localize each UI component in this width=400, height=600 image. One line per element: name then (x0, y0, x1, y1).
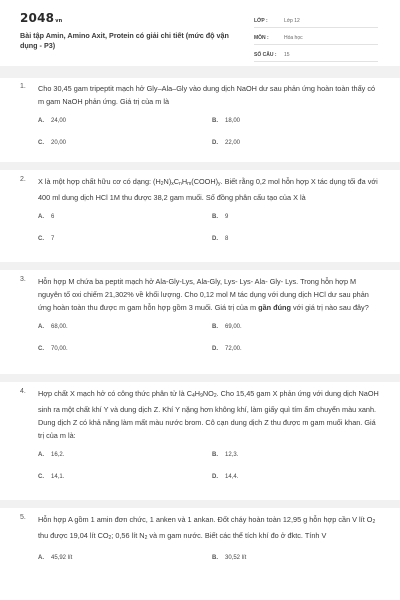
question-number: 1. (20, 83, 26, 90)
option-c[interactable]: C. 70,00. (38, 346, 68, 352)
option-d[interactable]: D. 22,00 (212, 140, 241, 146)
question-5 (0, 508, 400, 598)
option-b[interactable]: B. 30,52 lít (212, 555, 247, 561)
answer-options (38, 320, 380, 364)
document-meta (254, 14, 378, 65)
question-2 (0, 170, 400, 262)
answer-options (38, 448, 380, 492)
option-a[interactable]: A. 24,00 (38, 118, 67, 124)
option-b[interactable]: B. 12,3. (212, 452, 239, 458)
document-header (0, 0, 400, 66)
option-a[interactable]: A. 45,92 lít (38, 555, 73, 561)
emphasis-text: gần đúng (258, 303, 291, 312)
question-separator (0, 500, 400, 508)
document-title: Bài tập Amin, Amino Axit, Protein có giải chi tiết (mức độ vận dụng - P3) (20, 31, 229, 50)
question-3 (0, 270, 400, 374)
meta-class: LỚP : Lớp 12 (254, 14, 378, 28)
question-4 (0, 382, 400, 500)
option-d[interactable]: D. 14,4. (212, 474, 239, 480)
option-d[interactable]: D. 72,00. (212, 346, 242, 352)
question-text: X là một hợp chất hữu cơ có dạng: $(H_2N)_xC_nH_m(COOH)_y$. Biết rằng 0,2 mol hỗn hợp X tác dụng tối đa với 400 ml dung dịch HCl 1M thu được 38,2 gam muối. Số đồng phân cấu tạo của X là (38, 177, 378, 202)
option-b[interactable]: B. 9 (212, 214, 229, 220)
option-a[interactable]: A. 6 (38, 214, 55, 220)
question-text: Hỗn hợp A gồm 1 amin đơn chức, 1 anken và 1 ankan. Đốt cháy hoàn toàn 12,95 g hỗn hợp cần V lít $O_2$ thu được 19,04 lít $CO_2$; 0,56 lít $N_2$ và m gam nước. Biết các thể tích khí đo ở đktc. Tính V (38, 515, 376, 541)
question-text: Cho 30,45 gam tripeptit mạch hở Gly–Ala–Gly vào dung dịch NaOH dư sau phản ứng hoàn toàn thấy có m gam NaOH phản ứng. Giá trị của m là (38, 84, 376, 106)
option-c[interactable]: C. 14,1. (38, 474, 65, 480)
meta-subject: MÔN : Hóa học (254, 31, 378, 45)
question-number: 4. (20, 388, 26, 395)
question-text: Hỗn hợp M chứa ba peptit mạch hở Ala-Gly-Lys, Ala-Gly, Lys- Lys- Ala- Gly- Lys. Trong hỗn hợp M nguyên tố oxi chiếm 21,302% về khối lượng. Cho 0,12 mol M tác dụng với dung dịch HCl dư sau phản ứng hoàn toàn thu được m gam hỗn hợp gồm 3 muối. Giá trị của m gần đúng với giá trị nào sau đây? (38, 277, 369, 312)
question-list (0, 78, 400, 600)
question-separator (0, 262, 400, 270)
question-text: Hợp chất X mạch hở có công thức phân tử là $C_4H_9NO_2$. Cho 15,45 gam X phản ứng với dung dịch NaOH sinh ra một chất khí Y và dung dịch Z. Khí Y nặng hơn không khí, làm giấy quì tím ẩm chuyển màu xanh. Dung dịch Z có khả năng làm mất màu nước brom. Cô cạn dung dịch Z thu được m gam muối khan. Giá trị của m là: (38, 389, 379, 440)
question-number: 5. (20, 514, 26, 521)
question-number: 2. (20, 176, 26, 183)
site-logo[interactable]: 2048vn (20, 11, 63, 25)
option-d[interactable]: D. 8 (212, 236, 229, 242)
question-separator (0, 162, 400, 170)
option-b[interactable]: B. 69,00. (212, 324, 242, 330)
answer-options (38, 114, 380, 158)
option-a[interactable]: A. 16,2. (38, 452, 65, 458)
question-number: 3. (20, 276, 26, 283)
meta-question-count: SỐ CÂU : 15 (254, 48, 378, 62)
question-separator (0, 374, 400, 382)
answer-options (38, 551, 380, 573)
option-b[interactable]: B. 18,00 (212, 118, 241, 124)
header-divider (0, 66, 400, 78)
answer-options (38, 210, 380, 254)
question-1 (0, 78, 400, 162)
option-c[interactable]: C. 7 (38, 236, 55, 242)
option-a[interactable]: A. 68,00. (38, 324, 68, 330)
option-c[interactable]: C. 20,00 (38, 140, 67, 146)
